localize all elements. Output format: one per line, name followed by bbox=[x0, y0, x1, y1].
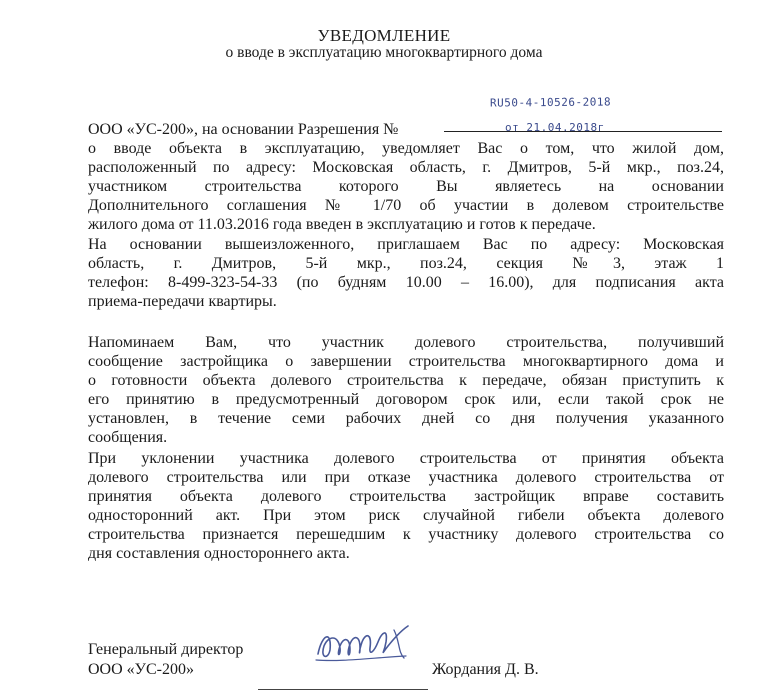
p4-line-5: строительства признается перешедшим к участнику долевого строительства со bbox=[88, 526, 724, 543]
p2-line-1: На основании вышеизложенного, приглашаем Вас по адресу: Московская bbox=[88, 236, 724, 253]
p3-line-4: его принятию в предусмотренный договором срок или, если такой срок не bbox=[88, 391, 724, 408]
signatory-company: ООО «УС-200» bbox=[88, 661, 194, 678]
p1-line-5: Дополнительного соглашения № 1/70 об участии в долевом строительстве bbox=[88, 197, 724, 214]
signatory-name: Жордания Д. В. bbox=[432, 661, 539, 678]
permit-date-stamp: от 21.04.2018г bbox=[505, 121, 605, 134]
p4-line-4: односторонний акт. При этом риск случайной гибели объекта долевого bbox=[88, 507, 724, 524]
p1-line-2: о вводе объекта в эксплуатацию, уведомляет Вас о том, что жилой дом, bbox=[88, 140, 724, 157]
p4-line-6: дня составления одностороннего акта. bbox=[88, 545, 350, 562]
p3-line-5: установлен, в течение семи рабочих дней со дня получения указанного bbox=[88, 410, 724, 427]
p4-line-3: принятия объекта долевого строительства застройщик вправе составить bbox=[88, 488, 724, 505]
p3-line-3: о готовности объекта долевого строительства к передаче, обязан приступить к bbox=[88, 372, 724, 389]
p3-line-2: сообщение застройщика о завершении строительства многоквартирного дома и bbox=[88, 353, 724, 370]
signature-line bbox=[258, 689, 428, 690]
p1-line-1: ООО «УС-200», на основании Разрешения № bbox=[88, 121, 399, 138]
p4-line-1: При уклонении участника долевого строительства от принятия объекта bbox=[88, 450, 724, 467]
p1-line-4: участником строительства которого Вы являетесь на основании bbox=[88, 178, 724, 195]
handwritten-signature bbox=[310, 612, 430, 672]
document-subtitle: о вводе в эксплуатацию многоквартирного дома bbox=[225, 44, 543, 61]
document-title: УВЕДОМЛЕНИЕ bbox=[317, 26, 451, 45]
p3-line-6: сообщения. bbox=[88, 429, 168, 446]
permit-number-stamp: RU50-4-10526-2018 bbox=[489, 95, 612, 110]
signatory-position: Генеральный директор bbox=[88, 641, 244, 658]
p1-line-3: расположенный по адресу: Московская область, г. Дмитров, 5-й мкр., поз.24, bbox=[88, 159, 724, 176]
p2-line-2: область, г. Дмитров, 5-й мкр., поз.24, секция №3, этаж 1 bbox=[88, 255, 724, 272]
p1-line-6: жилого дома от 11.03.2016 года введен в эксплуатацию и готов к передаче. bbox=[88, 216, 596, 233]
p3-line-1: Напоминаем Вам, что участник долевого строительства, получивший bbox=[88, 334, 724, 351]
p2-line-4: приема-передачи квартиры. bbox=[88, 293, 277, 310]
p4-line-2: долевого строительства или при отказе участника долевого строительства от bbox=[88, 469, 724, 486]
p2-line-3: телефон: 8-499-323-54-33 (по будням 10.00 – 16.00), для подписания акта bbox=[88, 274, 724, 291]
